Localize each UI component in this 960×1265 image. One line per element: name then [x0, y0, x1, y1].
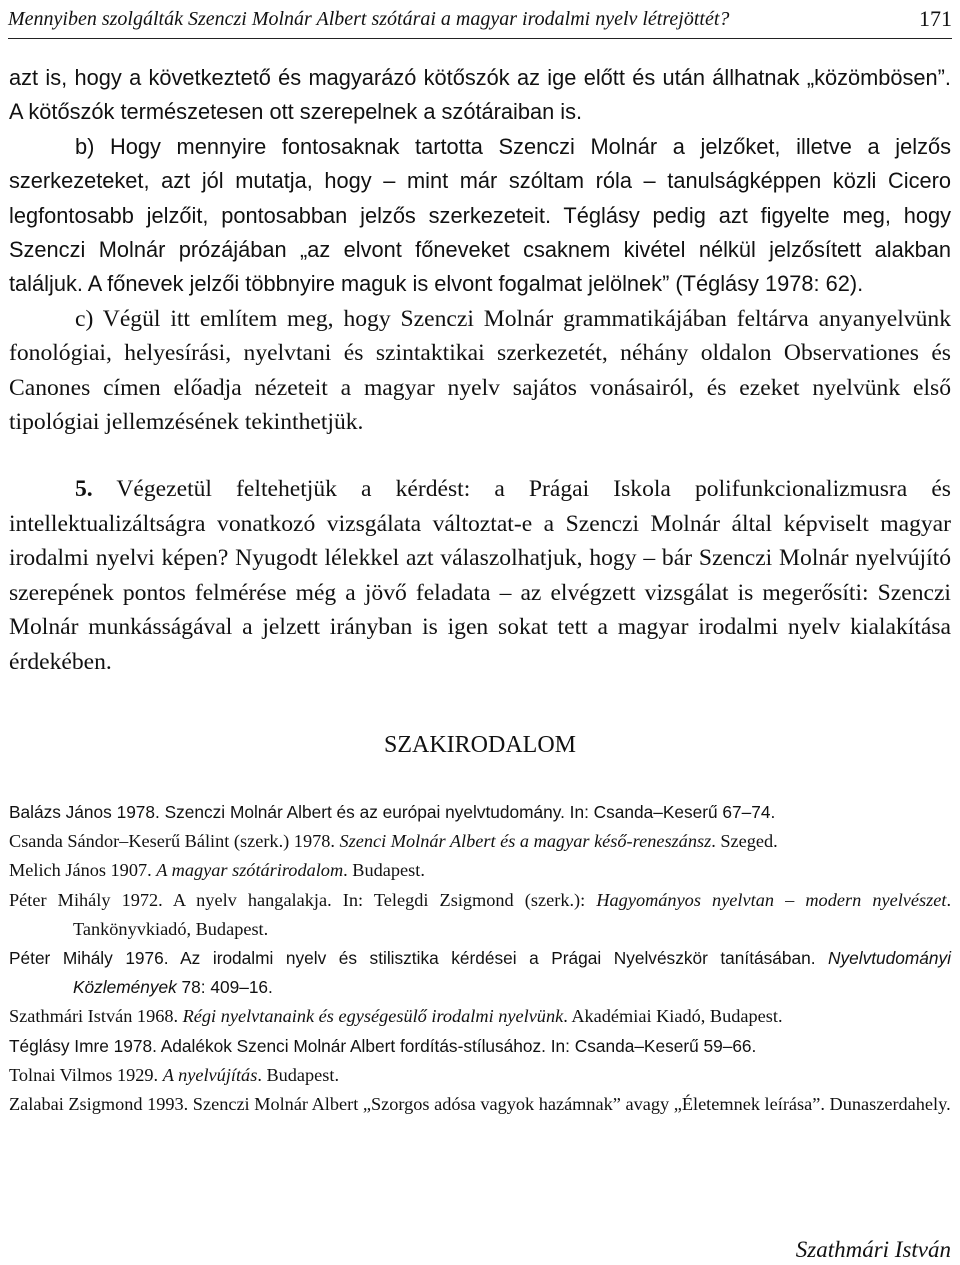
reference-item: Péter Mihály 1972. A nyelv hangalakja. In: Telegdi Zsigmond (szerk.): Hagyományos nyelvtan – modern nyelvészet. Tankönyvkiadó, Budapest.	[9, 889, 952, 939]
reference-list	[9, 798, 951, 1119]
paragraph-continued: azt is, hogy a következtető és magyarázó kötőszók az ige előtt és után állhatnak „közömbösen”. A kötőszók természetesen ott szerepelnek a szótáraiban is.	[9, 65, 951, 125]
reference-item: Téglásy Imre 1978. Adalékok Szenci Molnár Albert fordítás-stílusához. In: Csanda–Keserű 59–66.	[9, 1035, 757, 1056]
reference-item: Melich János 1907. A magyar szótárirodalom. Budapest.	[9, 860, 425, 881]
reference-item: Balázs János 1978. Szenczi Molnár Albert és az európai nyelvtudomány. In: Csanda–Keserű 67–74.	[9, 802, 776, 822]
paragraph-c: c) Végül itt említem meg, hogy Szenczi Molnár grammatikájában feltárva anyanyelvünk fonológiai, helyesírási, nyelvtani és szintaktikai szerkezetét, néhány oldalon Observationes és Canones címen előadja nézeteit a magyar nyelv sajátos vonásairól, és ezeket nyelvünk első tipológiai jellemzésének tekinthetjük.	[9, 305, 951, 436]
reference-item: Tolnai Vilmos 1929. A nyelvújítás. Budapest.	[9, 1064, 340, 1085]
references-heading: SZAKIRODALOM	[384, 732, 576, 758]
reference-item: Csanda Sándor–Keserű Bálint (szerk.) 1978. Szenci Molnár Albert és a magyar késő-reneszánsz. Szeged.	[9, 831, 778, 852]
author-signature: Szathmári István	[795, 1237, 951, 1262]
paragraph-b: b) Hogy mennyire fontosaknak tartotta Szenczi Molnár a jelzőket, illetve a jelzős szerkezeteket, azt jól mutatja, hogy – mint már szóltam róla – tanulságképpen közli Cicero legfontosabb jelzőit, pontosabban jelzős szerkezeteit. Téglásy pedig azt figyelte meg, hogy Szenczi Molnár prózájában „az elvont főneveket csaknem kivétel nélkül jelzősített alakban találjuk. A főnevek jelzői többnyire maguk is elvont fogalmat jelölnek” (Téglásy 1978: 62).	[9, 133, 951, 297]
reference-item: Szathmári István 1968. Régi nyelvtanaink és egységesülő irodalmi nyelvünk. Akadémiai Kiadó, Budapest.	[9, 1006, 783, 1027]
section-5-text: Végezetül feltehetjük a kérdést: a Prágai Iskola polifunkcionalizmusra és intellektualizáltságra vonatkozó vizsgálata változtat-e a Szenczi Molnár által képviselt magyar irodalmi nyelvi képen? Nyugodt lélekkel azt válaszolhatjuk, hogy – bár Szenczi Molnár nyelvújító szerepének pontos felmérése még a jövő feladata – az elvégzett vizsgálat is megerősíti: Szenczi Molnár munkásságával a jelzett irányban is igen sokat tett a magyar irodalmi nyelv kialakítása érdekében.	[9, 476, 951, 675]
section-number: 5.	[75, 476, 93, 503]
main-text	[9, 61, 951, 679]
running-title: Mennyiben szolgálták Szenczi Molnár Albert szótárai a magyar irodalmi nyelv létrejöttét?	[8, 7, 730, 30]
section-5-paragraph	[9, 472, 951, 678]
running-header	[8, 0, 952, 39]
reference-item: Péter Mihály 1976. Az irodalmi nyelv és stilisztika kérdései a Prágai Nyelvészkör tanításában. Nyelvtudományi Közlemények 78: 409–16.	[9, 948, 951, 998]
reference-item: Zalabai Zsigmond 1993. Szenczi Molnár Albert „Szorgos adósa vagyok hazámnak” avagy „Életemnek leírása”. Dunaszerdahely.	[9, 1094, 951, 1115]
page-number: 171	[919, 6, 952, 31]
